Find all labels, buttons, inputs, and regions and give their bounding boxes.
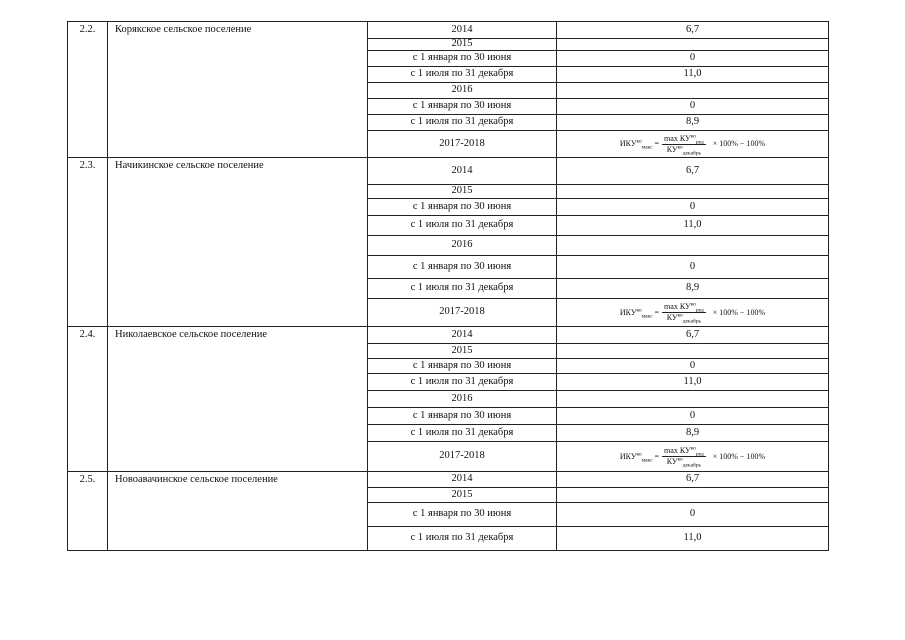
settlement-name: Новоавачинское сельское поселение <box>108 472 368 551</box>
period-cell: 2016 <box>368 83 557 99</box>
period-cell: 2014 <box>368 158 557 185</box>
period-cell: 2017-2018 <box>368 131 557 158</box>
period-cell: 2015 <box>368 39 557 51</box>
period-cell: 2014 <box>368 327 557 344</box>
period-cell: 2016 <box>368 236 557 256</box>
indexation-formula <box>619 445 766 469</box>
settlement-name: Корякское сельское поселение <box>108 22 368 158</box>
value-cell: 6,7 <box>557 22 829 39</box>
value-cell: 8,9 <box>557 115 829 131</box>
formula-denominator: $КУ^{ко}_{декабрь}$ <box>666 456 702 469</box>
value-cell: 0 <box>557 51 829 67</box>
value-cell: 0 <box>557 256 829 279</box>
table-row <box>68 327 829 344</box>
row-number: 2.5. <box>68 472 108 551</box>
value-cell: 11,0 <box>557 374 829 391</box>
value-cell <box>557 131 829 158</box>
period-cell: с 1 июля по 31 декабря <box>368 279 557 299</box>
settlement-name: Николаевское сельское поселение <box>108 327 368 472</box>
formula-fraction <box>662 132 706 157</box>
value-cell: 0 <box>557 408 829 425</box>
value-cell <box>557 185 829 199</box>
period-cell: с 1 июля по 31 декабря <box>368 374 557 391</box>
formula-numerator: $\max КУ^{ко}_{ред}$ <box>664 301 704 314</box>
row-number: 2.3. <box>68 158 108 327</box>
period-cell: с 1 января по 30 июня <box>368 199 557 216</box>
period-cell: 2014 <box>368 472 557 488</box>
formula-numerator: $\max КУ^{ко}_{ред}$ <box>664 445 704 458</box>
formula-fraction <box>662 301 706 325</box>
value-cell <box>557 488 829 503</box>
value-cell: 6,7 <box>557 327 829 344</box>
settlement-name: Начикинское сельское поселение <box>108 158 368 327</box>
period-cell: с 1 января по 30 июня <box>368 408 557 425</box>
formula-tail: × 100% − 100% <box>712 139 766 148</box>
period-cell: 2015 <box>368 344 557 359</box>
period-cell: с 1 июля по 31 декабря <box>368 216 557 236</box>
formula-tail: × 100% − 100% <box>712 451 766 461</box>
period-cell: с 1 января по 30 июня <box>368 359 557 374</box>
value-cell <box>557 442 829 472</box>
value-cell <box>557 39 829 51</box>
value-cell: 8,9 <box>557 425 829 442</box>
formula-numerator: $\max КУ^{ко}_{ред}$ <box>664 132 704 146</box>
formula-lhs: $ИКУ^{ко}_{макс}$ <box>619 306 653 320</box>
period-cell: с 1 июля по 31 декабря <box>368 425 557 442</box>
value-cell <box>557 83 829 99</box>
value-cell: 0 <box>557 503 829 527</box>
table-body <box>68 22 829 551</box>
period-cell: 2014 <box>368 22 557 39</box>
value-cell: 11,0 <box>557 67 829 83</box>
value-cell: 0 <box>557 199 829 216</box>
formula-equals: = <box>652 139 660 148</box>
formula-denominator: $КУ^{ко}_{декабрь}$ <box>666 143 702 157</box>
value-cell: 11,0 <box>557 216 829 236</box>
period-cell: 2015 <box>368 488 557 503</box>
period-cell: с 1 января по 30 июня <box>368 256 557 279</box>
formula-lhs: $ИКУ^{ко}_{макс}$ <box>619 450 653 464</box>
period-cell: с 1 января по 30 июня <box>368 99 557 115</box>
value-cell: 8,9 <box>557 279 829 299</box>
value-cell <box>557 236 829 256</box>
formula-denominator: $КУ^{ко}_{декабрь}$ <box>666 312 702 325</box>
row-number: 2.4. <box>68 327 108 472</box>
formula-lhs: $ИКУ^{ко}_{макс}$ <box>619 138 653 151</box>
value-cell <box>557 344 829 359</box>
indexation-formula <box>619 301 766 325</box>
value-cell: 6,7 <box>557 158 829 185</box>
value-cell: 0 <box>557 99 829 115</box>
period-cell: 2015 <box>368 185 557 199</box>
period-cell: с 1 июля по 31 декабря <box>368 115 557 131</box>
period-cell: с 1 января по 30 июня <box>368 503 557 527</box>
table-row <box>68 22 829 39</box>
formula-tail: × 100% − 100% <box>712 307 766 317</box>
formula-equals: = <box>652 307 660 317</box>
formula-fraction <box>662 445 706 469</box>
period-cell: 2017-2018 <box>368 442 557 472</box>
value-cell: 6,7 <box>557 472 829 488</box>
tariff-index-table <box>67 21 829 551</box>
value-cell: 0 <box>557 359 829 374</box>
table-row <box>68 158 829 185</box>
formula-equals: = <box>652 451 660 461</box>
value-cell <box>557 391 829 408</box>
value-cell: 11,0 <box>557 527 829 551</box>
period-cell: 2016 <box>368 391 557 408</box>
period-cell: 2017-2018 <box>368 299 557 327</box>
period-cell: с 1 июля по 31 декабря <box>368 527 557 551</box>
period-cell: с 1 июля по 31 декабря <box>368 67 557 83</box>
period-cell: с 1 января по 30 июня <box>368 51 557 67</box>
table-row <box>68 472 829 488</box>
indexation-formula <box>619 132 766 157</box>
row-number: 2.2. <box>68 22 108 158</box>
value-cell <box>557 299 829 327</box>
